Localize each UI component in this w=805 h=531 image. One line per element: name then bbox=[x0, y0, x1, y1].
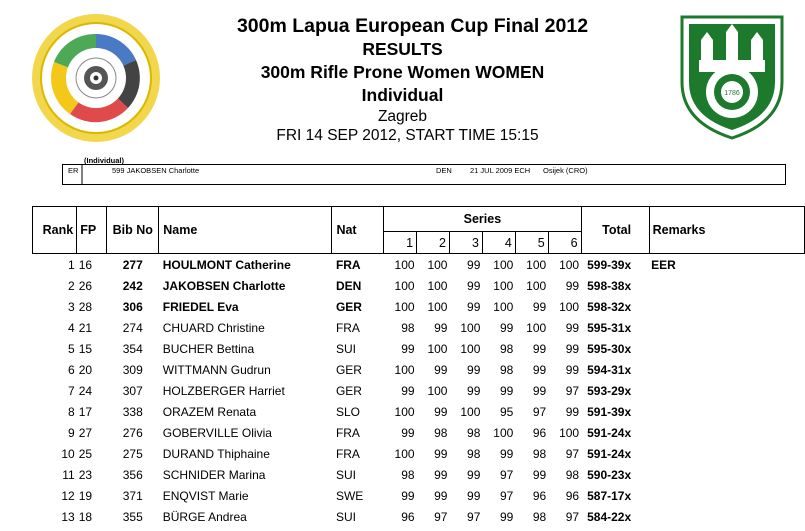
table-row bbox=[33, 485, 805, 506]
series-score-cell: 100 bbox=[526, 257, 547, 272]
rank-cell: 11 bbox=[62, 467, 75, 482]
fp-cell: 26 bbox=[78, 278, 93, 293]
fp-cell: 24 bbox=[78, 383, 93, 398]
total-cell: 591-24x bbox=[587, 446, 632, 461]
record-holder: 599 JAKOBSEN Charlotte bbox=[112, 166, 200, 175]
table-row bbox=[33, 338, 805, 359]
remarks-cell bbox=[649, 275, 804, 296]
series-score-cell: 99 bbox=[565, 341, 580, 356]
series-score-cell: 100 bbox=[526, 278, 547, 293]
fp-cell: 23 bbox=[78, 467, 93, 482]
series-score-cell: 99 bbox=[532, 341, 547, 356]
series-score-cell: 99 bbox=[434, 488, 448, 503]
series-score-cell: 99 bbox=[532, 299, 547, 314]
table-row bbox=[33, 464, 805, 485]
fp-cell: 21 bbox=[78, 320, 93, 335]
name-cell: FRIEDEL Eva bbox=[162, 299, 239, 314]
series-score-cell: 100 bbox=[493, 257, 514, 272]
bib-cell: 338 bbox=[122, 404, 143, 419]
competition-title: 300m Lapua European Cup Final 2012 bbox=[236, 15, 589, 37]
rank-cell: 9 bbox=[68, 425, 75, 440]
series-score-cell: 97 bbox=[565, 383, 580, 398]
series-score-cell: 100 bbox=[493, 278, 514, 293]
series-score-cell: 97 bbox=[467, 509, 481, 524]
series-score-cell: 100 bbox=[427, 341, 448, 356]
nat-cell: FRA bbox=[335, 446, 360, 461]
remarks-cell bbox=[649, 464, 804, 485]
name-cell: ORAZEM Renata bbox=[162, 404, 257, 419]
series-score-cell: 97 bbox=[499, 467, 514, 482]
table-row bbox=[33, 275, 805, 296]
rank-cell: 1 bbox=[68, 257, 75, 272]
nat-cell: SUI bbox=[335, 467, 356, 482]
col-series-1: 1 bbox=[384, 232, 417, 254]
series-score-cell: 99 bbox=[467, 299, 481, 314]
remarks-cell bbox=[649, 401, 804, 422]
series-score-cell: 99 bbox=[467, 467, 481, 482]
results-header bbox=[0, 14, 805, 145]
rank-cell: 8 bbox=[68, 404, 75, 419]
series-score-cell: 100 bbox=[394, 299, 415, 314]
series-score-cell: 99 bbox=[434, 320, 448, 335]
record-nat: DEN bbox=[436, 166, 452, 175]
event-name: 300m Rifle Prone Women WOMEN bbox=[260, 62, 545, 82]
series-score-cell: 100 bbox=[460, 341, 481, 356]
rank-cell: 3 bbox=[68, 299, 75, 314]
series-score-cell: 97 bbox=[565, 509, 580, 524]
table-row bbox=[33, 317, 805, 338]
col-series: Series bbox=[384, 207, 581, 232]
series-score-cell: 99 bbox=[467, 362, 481, 377]
series-score-cell: 100 bbox=[559, 425, 580, 440]
series-score-cell: 100 bbox=[559, 257, 580, 272]
col-series-3: 3 bbox=[449, 232, 482, 254]
col-series-4: 4 bbox=[482, 232, 515, 254]
remarks-cell bbox=[649, 506, 804, 527]
series-score-cell: 100 bbox=[394, 446, 415, 461]
series-score-cell: 99 bbox=[434, 446, 448, 461]
bib-cell: 354 bbox=[122, 341, 143, 356]
table-row bbox=[33, 254, 805, 276]
record-date: 21 JUL 2009 ECH bbox=[470, 166, 531, 175]
series-score-cell: 96 bbox=[532, 488, 547, 503]
total-cell: 587-17x bbox=[587, 488, 632, 503]
name-cell: ENQVIST Marie bbox=[162, 488, 249, 503]
fp-cell: 27 bbox=[78, 425, 93, 440]
name-cell: DURAND Thiphaine bbox=[162, 446, 270, 461]
series-score-cell: 99 bbox=[401, 488, 415, 503]
series-score-cell: 99 bbox=[499, 509, 514, 524]
name-cell: SCHNIDER Marina bbox=[162, 467, 266, 482]
name-cell: HOULMONT Catherine bbox=[162, 257, 291, 272]
name-cell: CHUARD Christine bbox=[162, 320, 265, 335]
remarks-cell bbox=[649, 422, 804, 443]
bib-cell: 275 bbox=[122, 446, 143, 461]
results-table bbox=[32, 206, 805, 527]
col-bib: Bib No bbox=[107, 207, 159, 254]
table-row bbox=[33, 359, 805, 380]
event-city: Zagreb bbox=[377, 108, 428, 125]
fp-cell: 20 bbox=[78, 362, 93, 377]
bib-cell: 355 bbox=[122, 509, 143, 524]
series-score-cell: 97 bbox=[532, 404, 547, 419]
remarks-cell bbox=[649, 359, 804, 380]
rank-cell: 6 bbox=[68, 362, 75, 377]
name-cell: HOLZBERGER Harriet bbox=[162, 383, 285, 398]
series-score-cell: 96 bbox=[565, 488, 580, 503]
series-score-cell: 99 bbox=[565, 320, 580, 335]
series-score-cell: 98 bbox=[499, 341, 514, 356]
series-score-cell: 100 bbox=[394, 362, 415, 377]
bib-cell: 274 bbox=[122, 320, 143, 335]
series-score-cell: 99 bbox=[532, 467, 547, 482]
series-score-cell: 99 bbox=[467, 383, 481, 398]
club-year: 1786 bbox=[724, 90, 740, 97]
rank-cell: 13 bbox=[61, 509, 75, 524]
table-row bbox=[33, 443, 805, 464]
total-cell: 591-24x bbox=[587, 425, 632, 440]
series-score-cell: 99 bbox=[434, 467, 448, 482]
total-cell: 594-31x bbox=[587, 362, 632, 377]
nat-cell: GER bbox=[335, 362, 362, 377]
total-cell: 584-22x bbox=[587, 509, 632, 524]
series-score-cell: 98 bbox=[467, 425, 481, 440]
series-score-cell: 100 bbox=[460, 320, 481, 335]
series-score-cell: 99 bbox=[532, 362, 547, 377]
series-score-cell: 99 bbox=[565, 404, 580, 419]
series-score-cell: 99 bbox=[434, 362, 448, 377]
total-cell: 590-23x bbox=[587, 467, 632, 482]
series-score-cell: 99 bbox=[467, 257, 481, 272]
rank-cell: 12 bbox=[61, 488, 75, 503]
bib-cell: 309 bbox=[122, 362, 143, 377]
series-score-cell: 96 bbox=[401, 509, 415, 524]
table-row bbox=[33, 401, 805, 422]
remarks-cell bbox=[649, 317, 804, 338]
series-score-cell: 99 bbox=[499, 320, 514, 335]
col-series-2: 2 bbox=[417, 232, 450, 254]
bib-cell: 306 bbox=[122, 299, 143, 314]
series-score-cell: 99 bbox=[434, 404, 448, 419]
series-score-cell: 97 bbox=[565, 446, 580, 461]
series-score-cell: 98 bbox=[434, 425, 448, 440]
col-total: Total bbox=[581, 207, 649, 254]
series-score-cell: 99 bbox=[401, 383, 415, 398]
fp-cell: 15 bbox=[78, 341, 93, 356]
rank-cell: 5 bbox=[68, 341, 75, 356]
nat-cell: GER bbox=[335, 299, 362, 314]
series-score-cell: 99 bbox=[401, 341, 415, 356]
series-score-cell: 98 bbox=[532, 446, 547, 461]
record-type: ER bbox=[68, 166, 79, 175]
rank-cell: 10 bbox=[61, 446, 75, 461]
bib-cell: 277 bbox=[122, 257, 143, 272]
fp-cell: 16 bbox=[78, 257, 93, 272]
rank-cell: 7 bbox=[68, 383, 75, 398]
table-row bbox=[33, 296, 805, 317]
series-score-cell: 100 bbox=[460, 404, 481, 419]
nat-cell: SWE bbox=[335, 488, 364, 503]
total-cell: 598-32x bbox=[587, 299, 632, 314]
nat-cell: FRA bbox=[335, 320, 360, 335]
series-score-cell: 99 bbox=[467, 278, 481, 293]
nat-cell: DEN bbox=[335, 278, 362, 293]
series-score-cell: 98 bbox=[532, 509, 547, 524]
col-series-6: 6 bbox=[548, 232, 581, 254]
series-score-cell: 97 bbox=[434, 509, 448, 524]
series-score-cell: 100 bbox=[493, 299, 514, 314]
fp-cell: 25 bbox=[78, 446, 93, 461]
total-cell: 599-39x bbox=[587, 257, 632, 272]
name-cell: JAKOBSEN Charlotte bbox=[162, 278, 286, 293]
fp-cell: 17 bbox=[78, 404, 93, 419]
bib-cell: 371 bbox=[122, 488, 143, 503]
event-datetime: FRI 14 SEP 2012, START TIME 15:15 bbox=[276, 127, 539, 144]
col-series-5: 5 bbox=[515, 232, 548, 254]
name-cell: GOBERVILLE Olivia bbox=[162, 425, 272, 440]
nat-cell: FRA bbox=[335, 257, 361, 272]
series-score-cell: 99 bbox=[467, 488, 481, 503]
series-score-cell: 98 bbox=[565, 467, 580, 482]
bib-cell: 242 bbox=[122, 278, 143, 293]
nat-cell: SUI bbox=[335, 341, 356, 356]
total-cell: 591-39x bbox=[587, 404, 632, 419]
series-score-cell: 100 bbox=[427, 278, 448, 293]
series-score-cell: 100 bbox=[559, 299, 580, 314]
bib-cell: 276 bbox=[122, 425, 143, 440]
total-cell: 595-30x bbox=[587, 341, 632, 356]
series-score-cell: 100 bbox=[394, 257, 415, 272]
series-score-cell: 100 bbox=[427, 257, 448, 272]
table-row bbox=[33, 422, 805, 443]
series-score-cell: 99 bbox=[401, 425, 415, 440]
remarks-cell bbox=[649, 485, 804, 506]
series-score-cell: 99 bbox=[499, 446, 514, 461]
series-score-cell: 100 bbox=[394, 404, 415, 419]
remarks-cell bbox=[649, 338, 804, 359]
event-category: Individual bbox=[361, 85, 444, 105]
nat-cell: FRA bbox=[335, 425, 360, 440]
col-fp: FP bbox=[77, 207, 107, 254]
results-label: RESULTS bbox=[362, 39, 443, 59]
remarks-cell: EER bbox=[651, 257, 676, 272]
series-score-cell: 98 bbox=[401, 320, 415, 335]
total-cell: 598-38x bbox=[587, 278, 632, 293]
col-rank: Rank bbox=[33, 207, 77, 254]
col-remarks: Remarks bbox=[649, 207, 804, 254]
series-score-cell: 100 bbox=[394, 278, 415, 293]
nat-cell: GER bbox=[335, 383, 362, 398]
series-score-cell: 98 bbox=[401, 467, 415, 482]
series-score-cell: 100 bbox=[526, 320, 547, 335]
series-score-cell: 97 bbox=[499, 488, 514, 503]
series-score-cell: 100 bbox=[427, 383, 448, 398]
record-place: Osijek (CRO) bbox=[543, 166, 588, 175]
rank-cell: 4 bbox=[68, 320, 75, 335]
series-score-cell: 98 bbox=[467, 446, 481, 461]
nat-cell: SLO bbox=[335, 404, 360, 419]
nat-cell: SUI bbox=[335, 509, 356, 524]
series-score-cell: 99 bbox=[499, 383, 514, 398]
col-name: Name bbox=[159, 207, 332, 254]
fp-cell: 18 bbox=[78, 509, 93, 524]
series-score-cell: 99 bbox=[532, 383, 547, 398]
record-heading: (Individual) bbox=[84, 156, 124, 165]
fp-cell: 19 bbox=[78, 488, 93, 503]
bib-cell: 356 bbox=[122, 467, 143, 482]
series-score-cell: 99 bbox=[565, 362, 580, 377]
col-nat: Nat bbox=[332, 207, 384, 254]
series-score-cell: 98 bbox=[499, 362, 514, 377]
fp-cell: 28 bbox=[78, 299, 93, 314]
series-score-cell: 95 bbox=[499, 404, 514, 419]
total-cell: 593-29x bbox=[587, 383, 632, 398]
series-score-cell: 100 bbox=[427, 299, 448, 314]
name-cell: BUCHER Bettina bbox=[162, 341, 255, 356]
table-row bbox=[33, 380, 805, 401]
table-row bbox=[33, 506, 805, 527]
total-cell: 595-31x bbox=[587, 320, 632, 335]
remarks-cell bbox=[649, 380, 804, 401]
remarks-cell bbox=[649, 296, 804, 317]
series-score-cell: 96 bbox=[532, 425, 547, 440]
series-score-cell: 99 bbox=[565, 278, 580, 293]
name-cell: WITTMANN Gudrun bbox=[162, 362, 271, 377]
series-score-cell: 100 bbox=[493, 425, 514, 440]
remarks-cell bbox=[649, 443, 804, 464]
bib-cell: 307 bbox=[122, 383, 143, 398]
rank-cell: 2 bbox=[68, 278, 75, 293]
name-cell: BÜRGE Andrea bbox=[162, 509, 247, 524]
